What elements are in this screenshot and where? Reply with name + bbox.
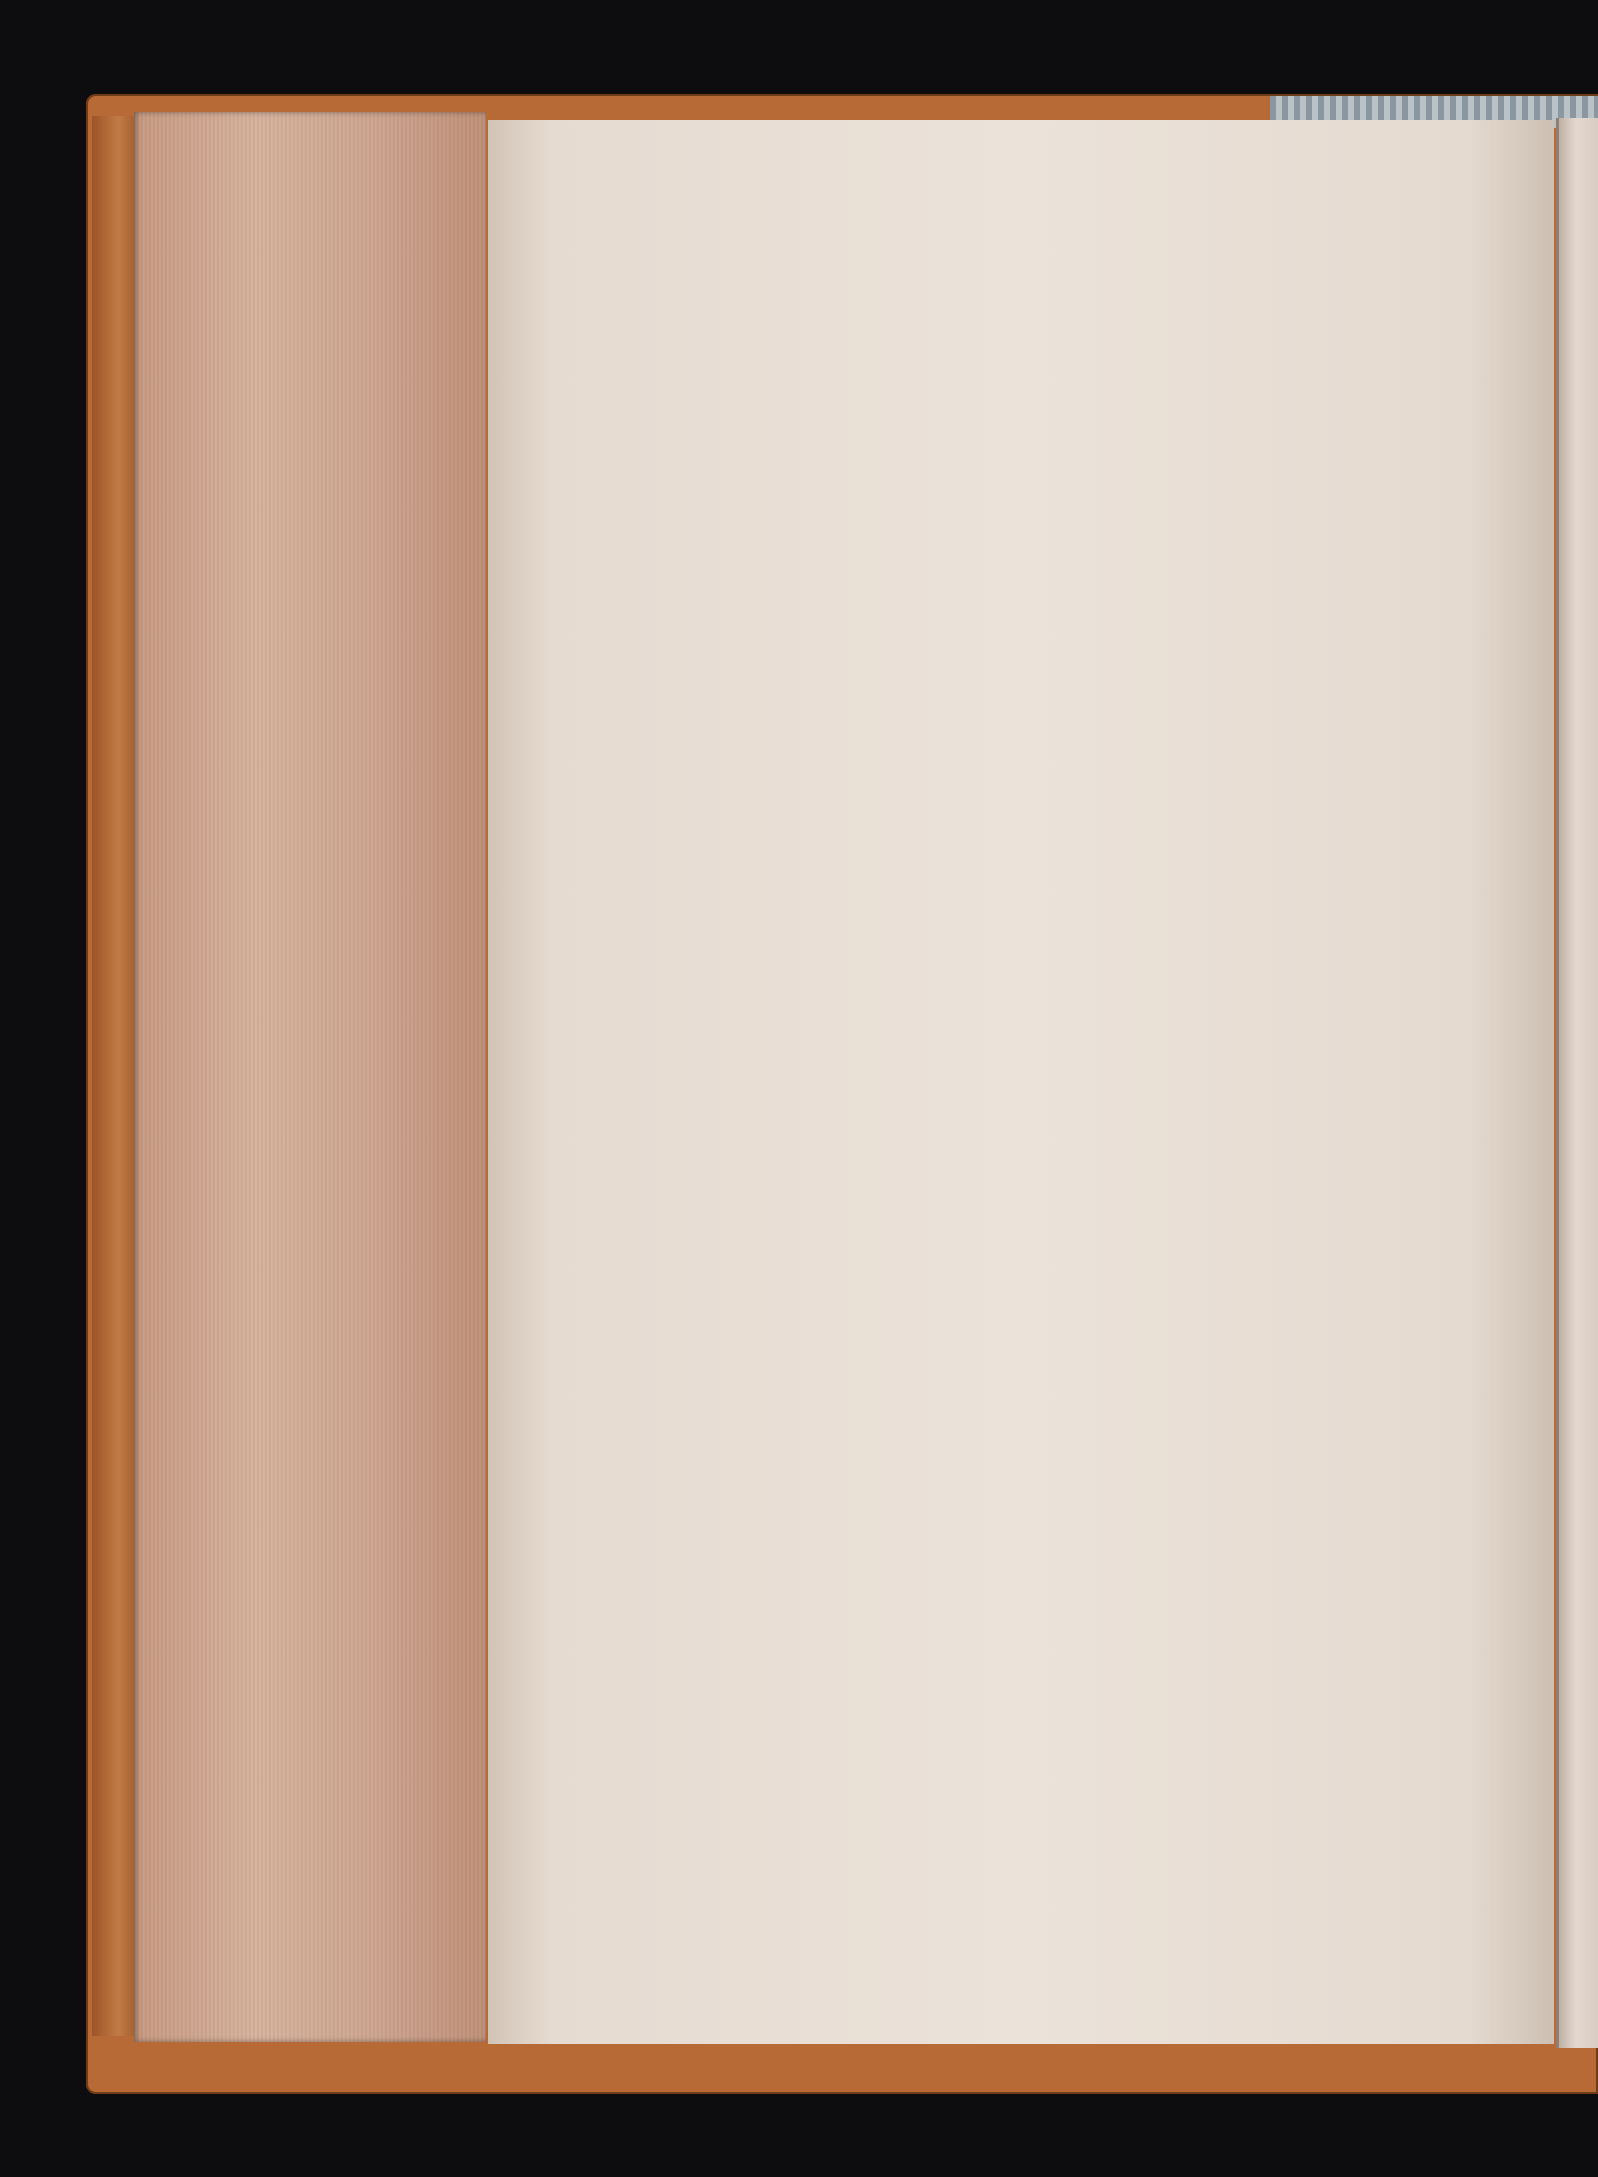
facing-page-edge <box>1556 118 1598 2048</box>
page-block-edge <box>134 112 486 2042</box>
book-page <box>488 120 1554 2044</box>
book-spine-edge <box>92 116 136 2036</box>
